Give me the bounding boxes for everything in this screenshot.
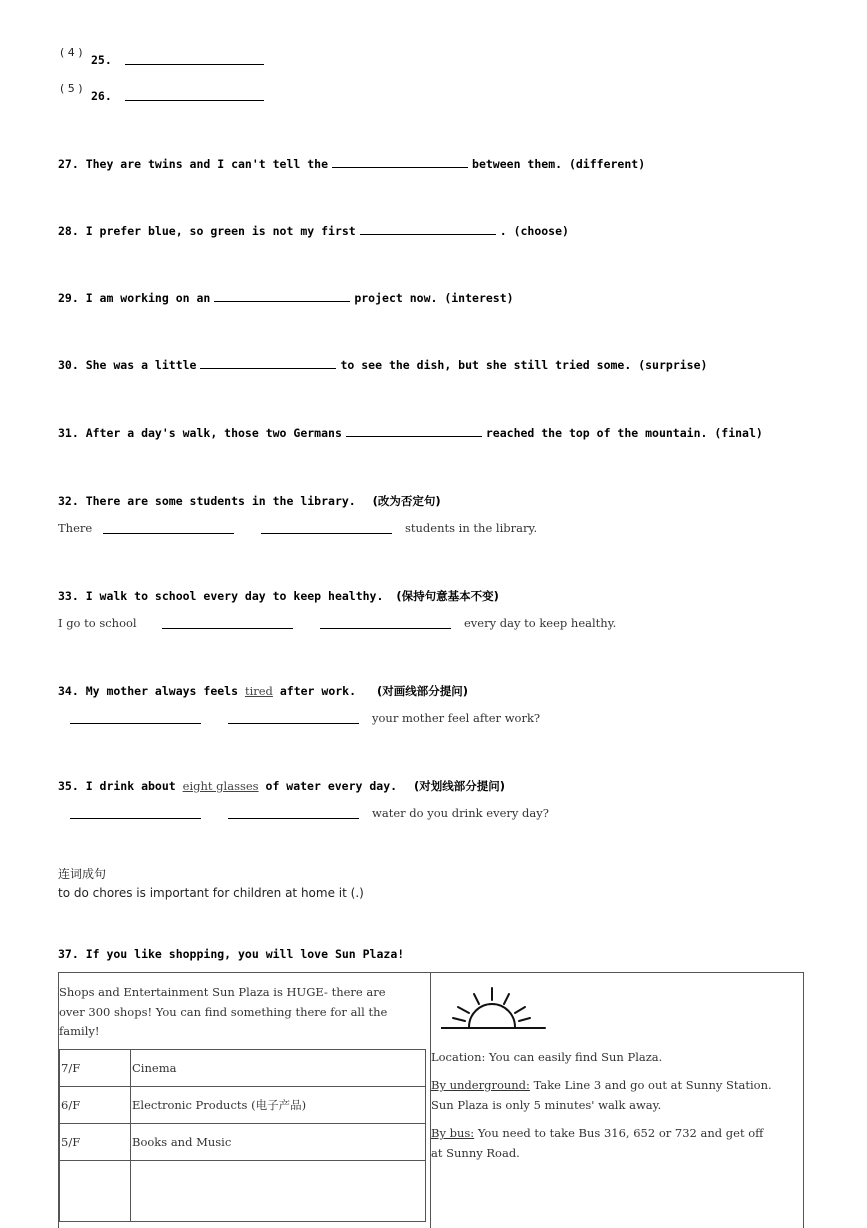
question-32 bbox=[58, 493, 441, 509]
q28-text-before: 28. I prefer blue, so green is not my first bbox=[58, 224, 356, 238]
q34-text-after: after work. bbox=[279, 684, 357, 698]
bus-label: By bus: bbox=[431, 1126, 475, 1140]
q35-text-after: of water every day. bbox=[265, 779, 398, 793]
q36-heading: 连词成句 bbox=[58, 867, 107, 881]
floor-label: 5/F bbox=[60, 1124, 131, 1161]
q31-text-after: reached the top of the mountain. (final) bbox=[485, 426, 763, 440]
table-row bbox=[60, 1087, 426, 1124]
question-30 bbox=[58, 358, 707, 372]
q32-blank-1[interactable] bbox=[103, 533, 234, 534]
sun-plaza-table bbox=[58, 972, 804, 1228]
q27-text-before: 27. They are twins and I can't tell the bbox=[58, 157, 329, 171]
q31-text-before: 31. After a day's walk, those two Germans bbox=[58, 426, 342, 440]
q25-prefix: ( 4 ) bbox=[60, 46, 83, 59]
floor-label bbox=[60, 1161, 131, 1222]
q33-sentence: 33. I walk to school every day to keep healthy. bbox=[58, 589, 384, 603]
bus-text: You need to take Bus 316, 652 or 732 and get off bbox=[477, 1126, 764, 1140]
floor-content: Cinema bbox=[131, 1050, 426, 1087]
q29-answer-blank[interactable] bbox=[214, 291, 350, 302]
q31-answer-blank[interactable] bbox=[346, 426, 482, 437]
q32-answer-start: There bbox=[58, 521, 93, 535]
floor-content: Books and Music bbox=[131, 1124, 426, 1161]
q35-instruction: (对划线部分提问) bbox=[414, 779, 506, 793]
floor-label: 6/F bbox=[60, 1087, 131, 1124]
q30-text-before: 30. She was a little bbox=[58, 358, 197, 372]
floor-directory-table bbox=[59, 1049, 426, 1222]
floor-content: Electronic Products (电子产品) bbox=[131, 1087, 426, 1124]
q26-number: 26. bbox=[91, 89, 112, 103]
q32-sentence: 32. There are some students in the library. bbox=[58, 494, 356, 508]
q26-answer-blank[interactable] bbox=[125, 100, 264, 101]
underground-text: Take Line 3 and go out at Sunny Station. bbox=[533, 1078, 772, 1092]
question-33 bbox=[58, 588, 499, 604]
intro-text bbox=[59, 983, 387, 1042]
table-row bbox=[60, 1050, 426, 1087]
question-34 bbox=[58, 683, 468, 699]
intro-line: over 300 shops! You can find something there for all the bbox=[59, 1004, 388, 1019]
floor-label: 7/F bbox=[60, 1050, 131, 1087]
q33-blank-1[interactable] bbox=[162, 628, 293, 629]
question-29 bbox=[58, 291, 514, 305]
q35-text-before: 35. I drink about bbox=[58, 779, 176, 793]
q34-underlined-word: tired bbox=[244, 684, 273, 698]
q34-instruction: (对画线部分提问) bbox=[376, 684, 468, 698]
q33-answer-start: I go to school bbox=[58, 616, 137, 630]
intro-line: Shops and Entertainment Sun Plaza is HUGE- there are bbox=[59, 985, 386, 999]
q32-instruction: (改为否定句) bbox=[372, 494, 441, 508]
question-28 bbox=[58, 224, 569, 238]
question-27 bbox=[58, 157, 645, 171]
table-row bbox=[60, 1161, 426, 1222]
q33-instruction: (保持句意基本不变) bbox=[396, 589, 499, 603]
q25-number: 25. bbox=[91, 53, 112, 67]
q25-answer-blank[interactable] bbox=[125, 64, 264, 65]
q35-answer-end: water do you drink every day? bbox=[372, 806, 549, 820]
underground-text-2: Sun Plaza is only 5 minutes' walk away. bbox=[431, 1097, 662, 1112]
q33-answer-end: every day to keep healthy. bbox=[464, 616, 617, 630]
q27-text-after: between them. (different) bbox=[472, 157, 646, 171]
table-row bbox=[60, 1124, 426, 1161]
q30-text-after: to see the dish, but she still tried some. (surprise) bbox=[340, 358, 708, 372]
q35-underlined-words: eight glasses bbox=[182, 779, 259, 793]
q28-text-after: . (choose) bbox=[499, 224, 569, 238]
q34-answer-end: your mother feel after work? bbox=[372, 711, 541, 725]
question-31 bbox=[58, 426, 763, 440]
q28-answer-blank[interactable] bbox=[360, 224, 496, 235]
q36-words: to do chores is important for children at home it (.) bbox=[58, 886, 364, 900]
floor-content bbox=[131, 1161, 426, 1222]
q34-text-before: 34. My mother always feels bbox=[58, 684, 239, 698]
sun-icon bbox=[441, 985, 549, 1037]
q37-title: 37. If you like shopping, you will love Sun Plaza! bbox=[58, 947, 405, 961]
q34-blank-2[interactable] bbox=[228, 723, 359, 724]
q33-blank-2[interactable] bbox=[320, 628, 451, 629]
underground-info bbox=[431, 1076, 772, 1115]
bus-info bbox=[431, 1124, 763, 1163]
bus-text-2: at Sunny Road. bbox=[431, 1145, 520, 1160]
q27-answer-blank[interactable] bbox=[332, 157, 468, 168]
q32-answer-end: students in the library. bbox=[405, 521, 538, 535]
q35-blank-2[interactable] bbox=[228, 818, 359, 819]
q26-prefix: ( 5 ) bbox=[60, 82, 83, 95]
q29-text-after: project now. (interest) bbox=[354, 291, 514, 305]
q32-blank-2[interactable] bbox=[261, 533, 392, 534]
location-text: Location: You can easily find Sun Plaza. bbox=[431, 1050, 663, 1064]
underground-label: By underground: bbox=[431, 1078, 530, 1092]
intro-line: family! bbox=[59, 1024, 100, 1038]
q30-answer-blank[interactable] bbox=[200, 358, 336, 369]
question-35 bbox=[58, 778, 505, 794]
q29-text-before: 29. I am working on an bbox=[58, 291, 211, 305]
q35-blank-1[interactable] bbox=[70, 818, 201, 819]
q34-blank-1[interactable] bbox=[70, 723, 201, 724]
